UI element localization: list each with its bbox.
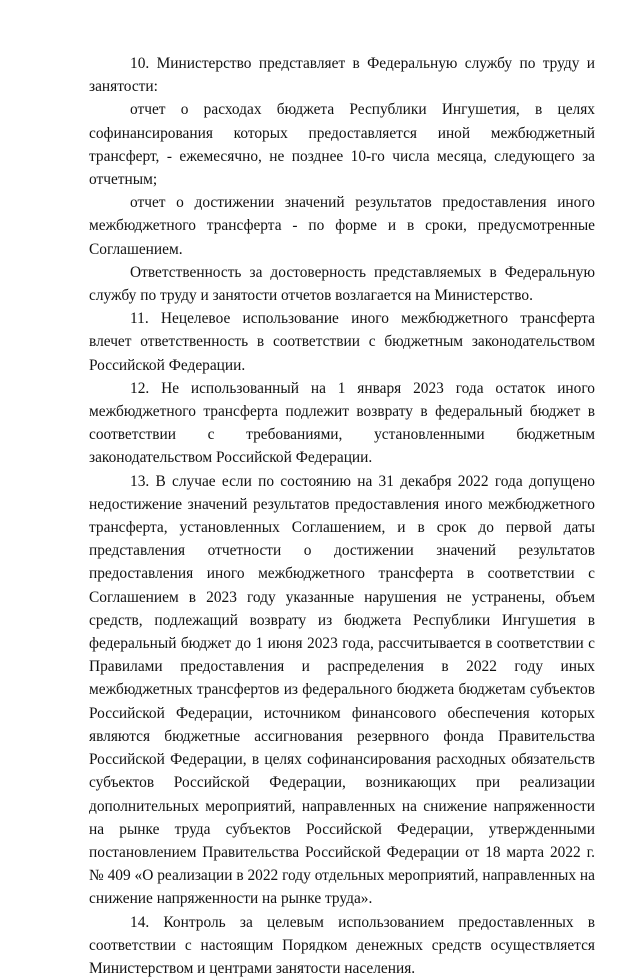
paragraph-report-expenses: отчет о расходах бюджета Республики Ингушетия, в целях софинансирования которых предоставляется иной межбюджетный трансферт, - ежемесячно, не позднее 10-го числа месяца, следующего за отчетным; <box>89 101 595 189</box>
paragraph-item-11: 11. Нецелевое использование иного межбюджетного трансферта влечет ответственность в соответствии с бюджетным законодательством Российской Федерации. <box>89 310 595 374</box>
paragraph-item-10: 10. Министерство представляет в Федеральную службу по труду и занятости: <box>89 55 595 96</box>
document-page <box>89 52 595 980</box>
paragraph-item-12: 12. Не использованный на 1 января 2023 года остаток иного межбюджетного трансферта подлежит возврату в федеральный бюджет в соответствии с требованиями, установленными бюджетным законодательством Российской Федерации. <box>89 379 595 467</box>
paragraph-responsibility: Ответственность за достоверность представляемых в Федеральную службу по труду и занятости отчетов возлагается на Министерство. <box>89 263 595 305</box>
paragraph-item-14: 14. Контроль за целевым использованием предоставленных в соответствии с настоящим Порядком денежных средств осуществляется Министерством и центрами занятости населения. <box>89 913 595 977</box>
paragraph-report-results: отчет о достижении значений результатов предоставления иного межбюджетного трансферта - по форме и в сроки, предусмотренные Соглашением. <box>89 194 595 258</box>
paragraph-item-13: 13. В случае если по состоянию на 31 декабря 2022 года допущено недостижение значений результатов предоставления иного межбюджетного трансферта, установленных Соглашением, и в срок до первой даты представления отчетности о достижении значений результатов предоставления иного межбюджетного трансферта в соответствии с Соглашением в 2023 году указанные нарушения не устранены, объем средств, подлежащий возврату из бюджета Республики Ингушетия в федеральный бюджет до 1 июня 2023 года, рассчитывается в соответствии с Правилами предоставления и распределения в 2022 году иных межбюджетных трансфертов из федерального бюджета бюджетам субъектов Российской Федерации, источником финансового обеспечения которых являются бюджетные ассигнования резервного фонда Правительства Российской Федерации, в целях софинансирования расходных обязательств субъектов Российской Федерации, возникающих при реализации дополнительных мероприятий, направленных на снижение напряженности на рынке труда субъектов Российской Федерации, утвержденными постановлением Правительства Российской Федерации от 18 марта 2022 г. № 409 «О реализации в 2022 году отдельных мероприятий, направленных на снижение напряженности на рынке труда». <box>89 472 595 908</box>
